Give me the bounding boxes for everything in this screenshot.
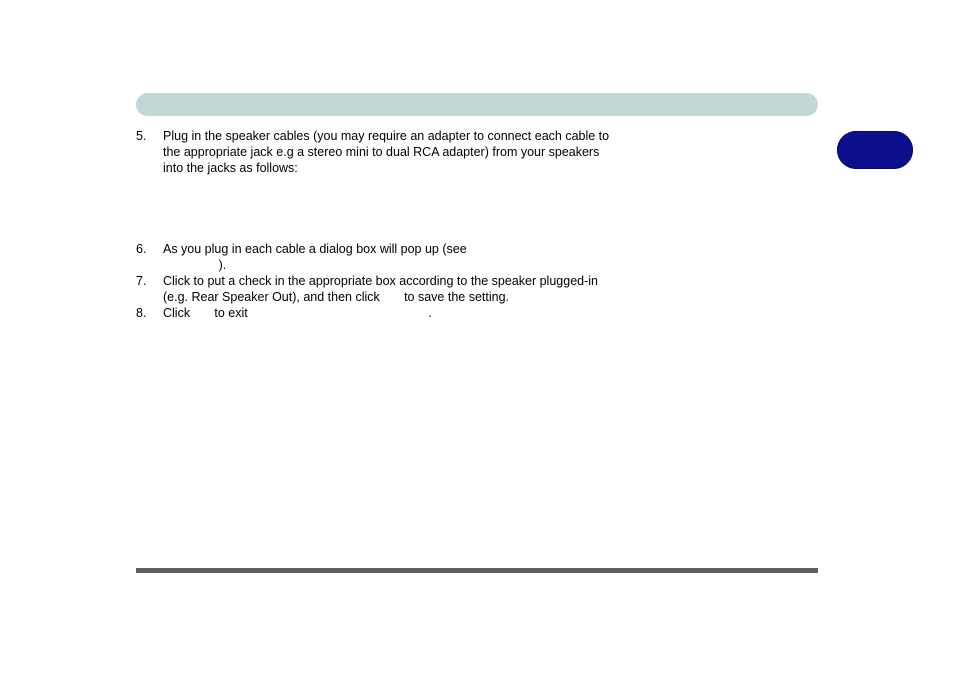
step-text-line: As you plug in each cable a dialog box will pop up (see [163,242,467,256]
step-number: 7. [136,274,147,288]
step-number: 8. [136,306,147,320]
footer-rule [136,568,818,573]
step-number: 6. [136,242,147,256]
step-text-line: Plug in the speaker cables (you may require an adapter to connect each cable to [163,129,610,143]
step-text-line: ). [163,258,227,272]
step-text-line: Click to exit . [163,306,432,320]
chapter-tab [837,131,913,169]
step-text-line: the appropriate jack e.g a stereo mini to dual RCA adapter) from your speakers [163,145,600,159]
step-text-line: Click to put a check in the appropriate box according to the speaker plugged-in [163,274,598,288]
step-text-line: into the jacks as follows: [163,161,298,175]
page-header-bar [136,93,818,116]
step-text-line: (e.g. Rear Speaker Out), and then click to save the setting. [163,290,510,304]
step-number: 5. [136,129,147,143]
